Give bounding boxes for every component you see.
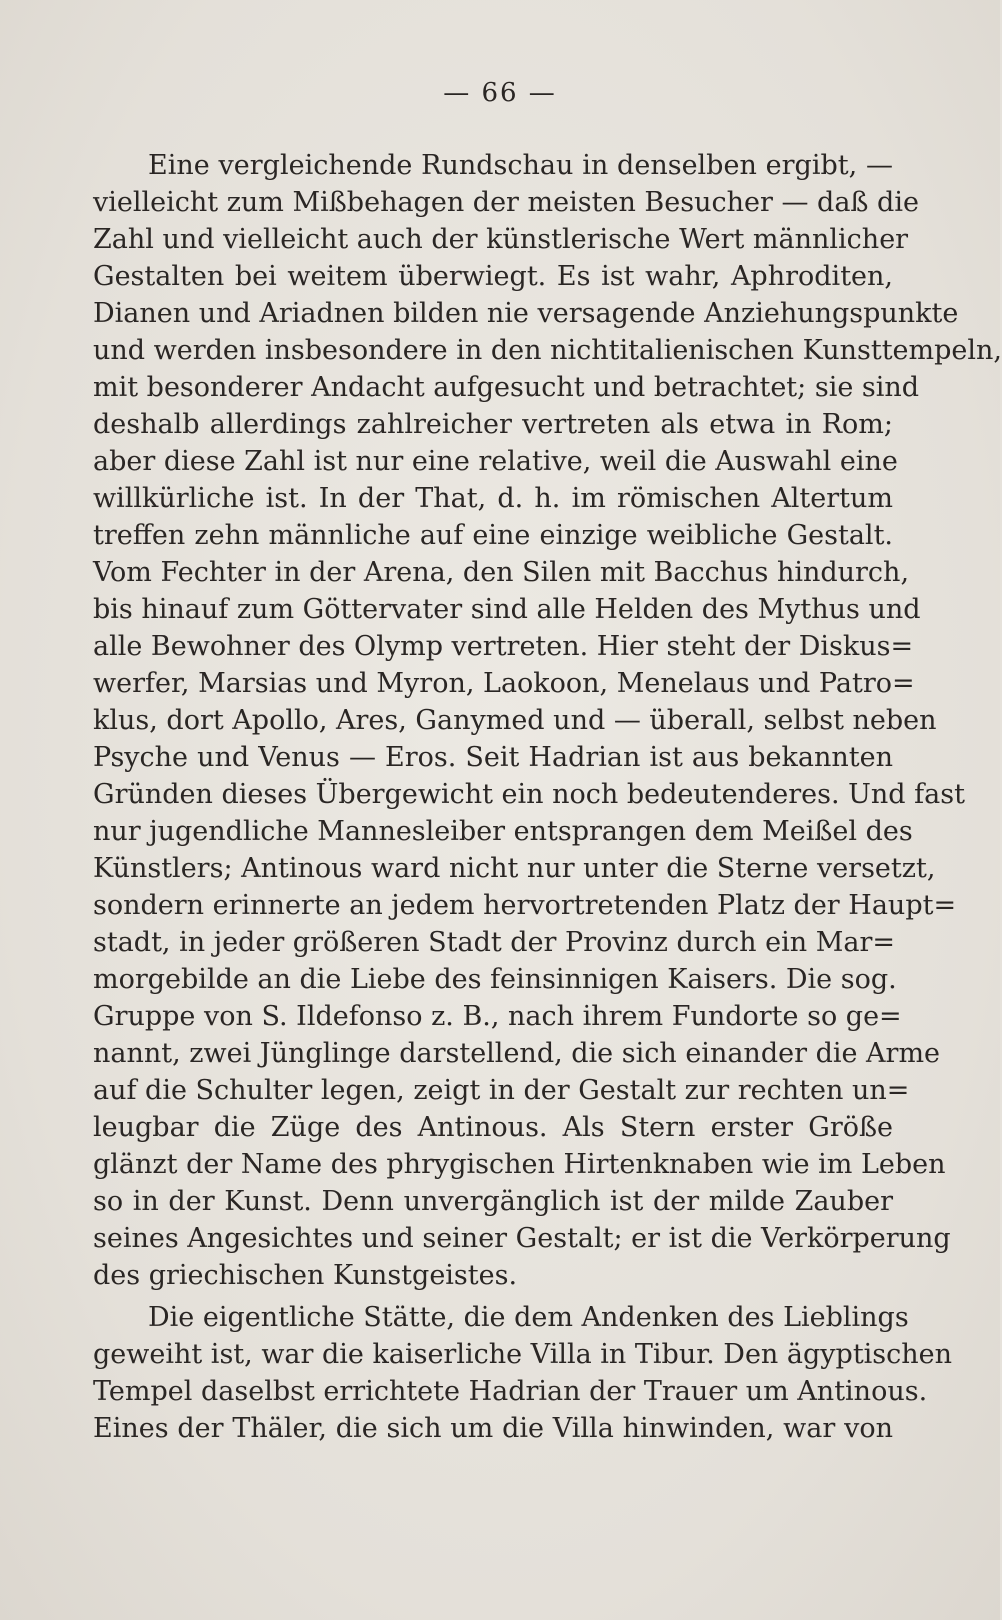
text-line: Die eigentliche Stätte, die dem Andenken des Lieblings [148,1302,909,1333]
text-line: Künstlers; Antinous ward nicht nur unter die Sterne versetzt, [93,853,936,884]
text-line: sondern erinnerte an jedem hervortretenden Platz der Haupt= [93,890,957,921]
text-line: Dianen und Ariadnen bilden nie versagende Anziehungspunkte [93,298,959,329]
text-line: klus, dort Apollo, Ares, Ganymed und — überall, selbst neben [93,705,937,736]
text-line: geweiht ist, war die kaiserliche Villa in Tibur. Den ägyptischen [93,1339,953,1370]
text-line: Psyche und Venus — Eros. Seit Hadrian ist aus bekannten [93,742,893,773]
text-line: so in der Kunst. Denn unvergänglich ist der milde Zauber [93,1186,893,1217]
text-line: leugbar die Züge des Antinous. Als Stern erster Größe [93,1112,893,1143]
text-line: nur jugendliche Mannesleiber entsprangen dem Meißel des [93,816,913,847]
text-line: deshalb allerdings zahlreicher vertreten als etwa in Rom; [93,409,893,440]
text-line: morgebilde an die Liebe des feinsinnigen Kaisers. Die sog. [93,964,897,995]
text-line: glänzt der Name des phrygischen Hirtenknaben wie im Leben [93,1149,946,1180]
text-line: mit besonderer Andacht aufgesucht und betrachtet; sie sind [93,372,920,403]
text-line: Tempel daselbst errichtete Hadrian der Trauer um Antinous. [93,1376,928,1407]
text-line: alle Bewohner des Olymp vertreten. Hier steht der Diskus= [93,631,914,662]
text-line: aber diese Zahl ist nur eine relative, weil die Auswahl eine [93,446,898,477]
text-line: willkürliche ist. In der That, d. h. im römischen Altertum [93,483,893,514]
text-line: Gruppe von S. Ildefonso z. B., nach ihrem Fundorte so ge= [93,1001,902,1032]
text-line: stadt, in jeder größeren Stadt der Provinz durch ein Mar= [93,927,895,958]
text-line: Eines der Thäler, die sich um die Villa hinwinden, war von [93,1413,893,1444]
text-line: und werden insbesondere in den nichtitalienischen Kunsttempeln, [93,335,1002,366]
text-line: seines Angesichtes und seiner Gestalt; er ist die Verkörperung [93,1223,951,1254]
text-line: werfer, Marsias und Myron, Laokoon, Menelaus und Patro= [93,668,915,699]
text-line: Gründen dieses Übergewicht ein noch bedeutenderes. Und fast [93,779,965,810]
text-line: des griechischen Kunstgeistes. [93,1260,518,1291]
text-line: treffen zehn männliche auf eine einzige weibliche Gestalt. [93,520,893,551]
text-line: Vom Fechter in der Arena, den Silen mit Bacchus hindurch, [93,557,910,588]
text-line: nannt, zwei Jünglinge darstellend, die sich einander die Arme [93,1038,941,1069]
text-line: auf die Schulter legen, zeigt in der Gestalt zur rechten un= [93,1075,910,1106]
text-line: bis hinauf zum Göttervater sind alle Helden des Mythus und [93,594,921,625]
text-line: Eine vergleichende Rundschau in denselben ergibt, — [148,150,893,181]
page-number: — 66 — [443,78,557,108]
text-line: vielleicht zum Mißbehagen der meisten Besucher — daß die [93,187,919,218]
text-line: Gestalten bei weitem überwiegt. Es ist wahr, Aphroditen, [93,261,893,292]
text-line: Zahl und vielleicht auch der künstlerische Wert männlicher [93,224,909,255]
